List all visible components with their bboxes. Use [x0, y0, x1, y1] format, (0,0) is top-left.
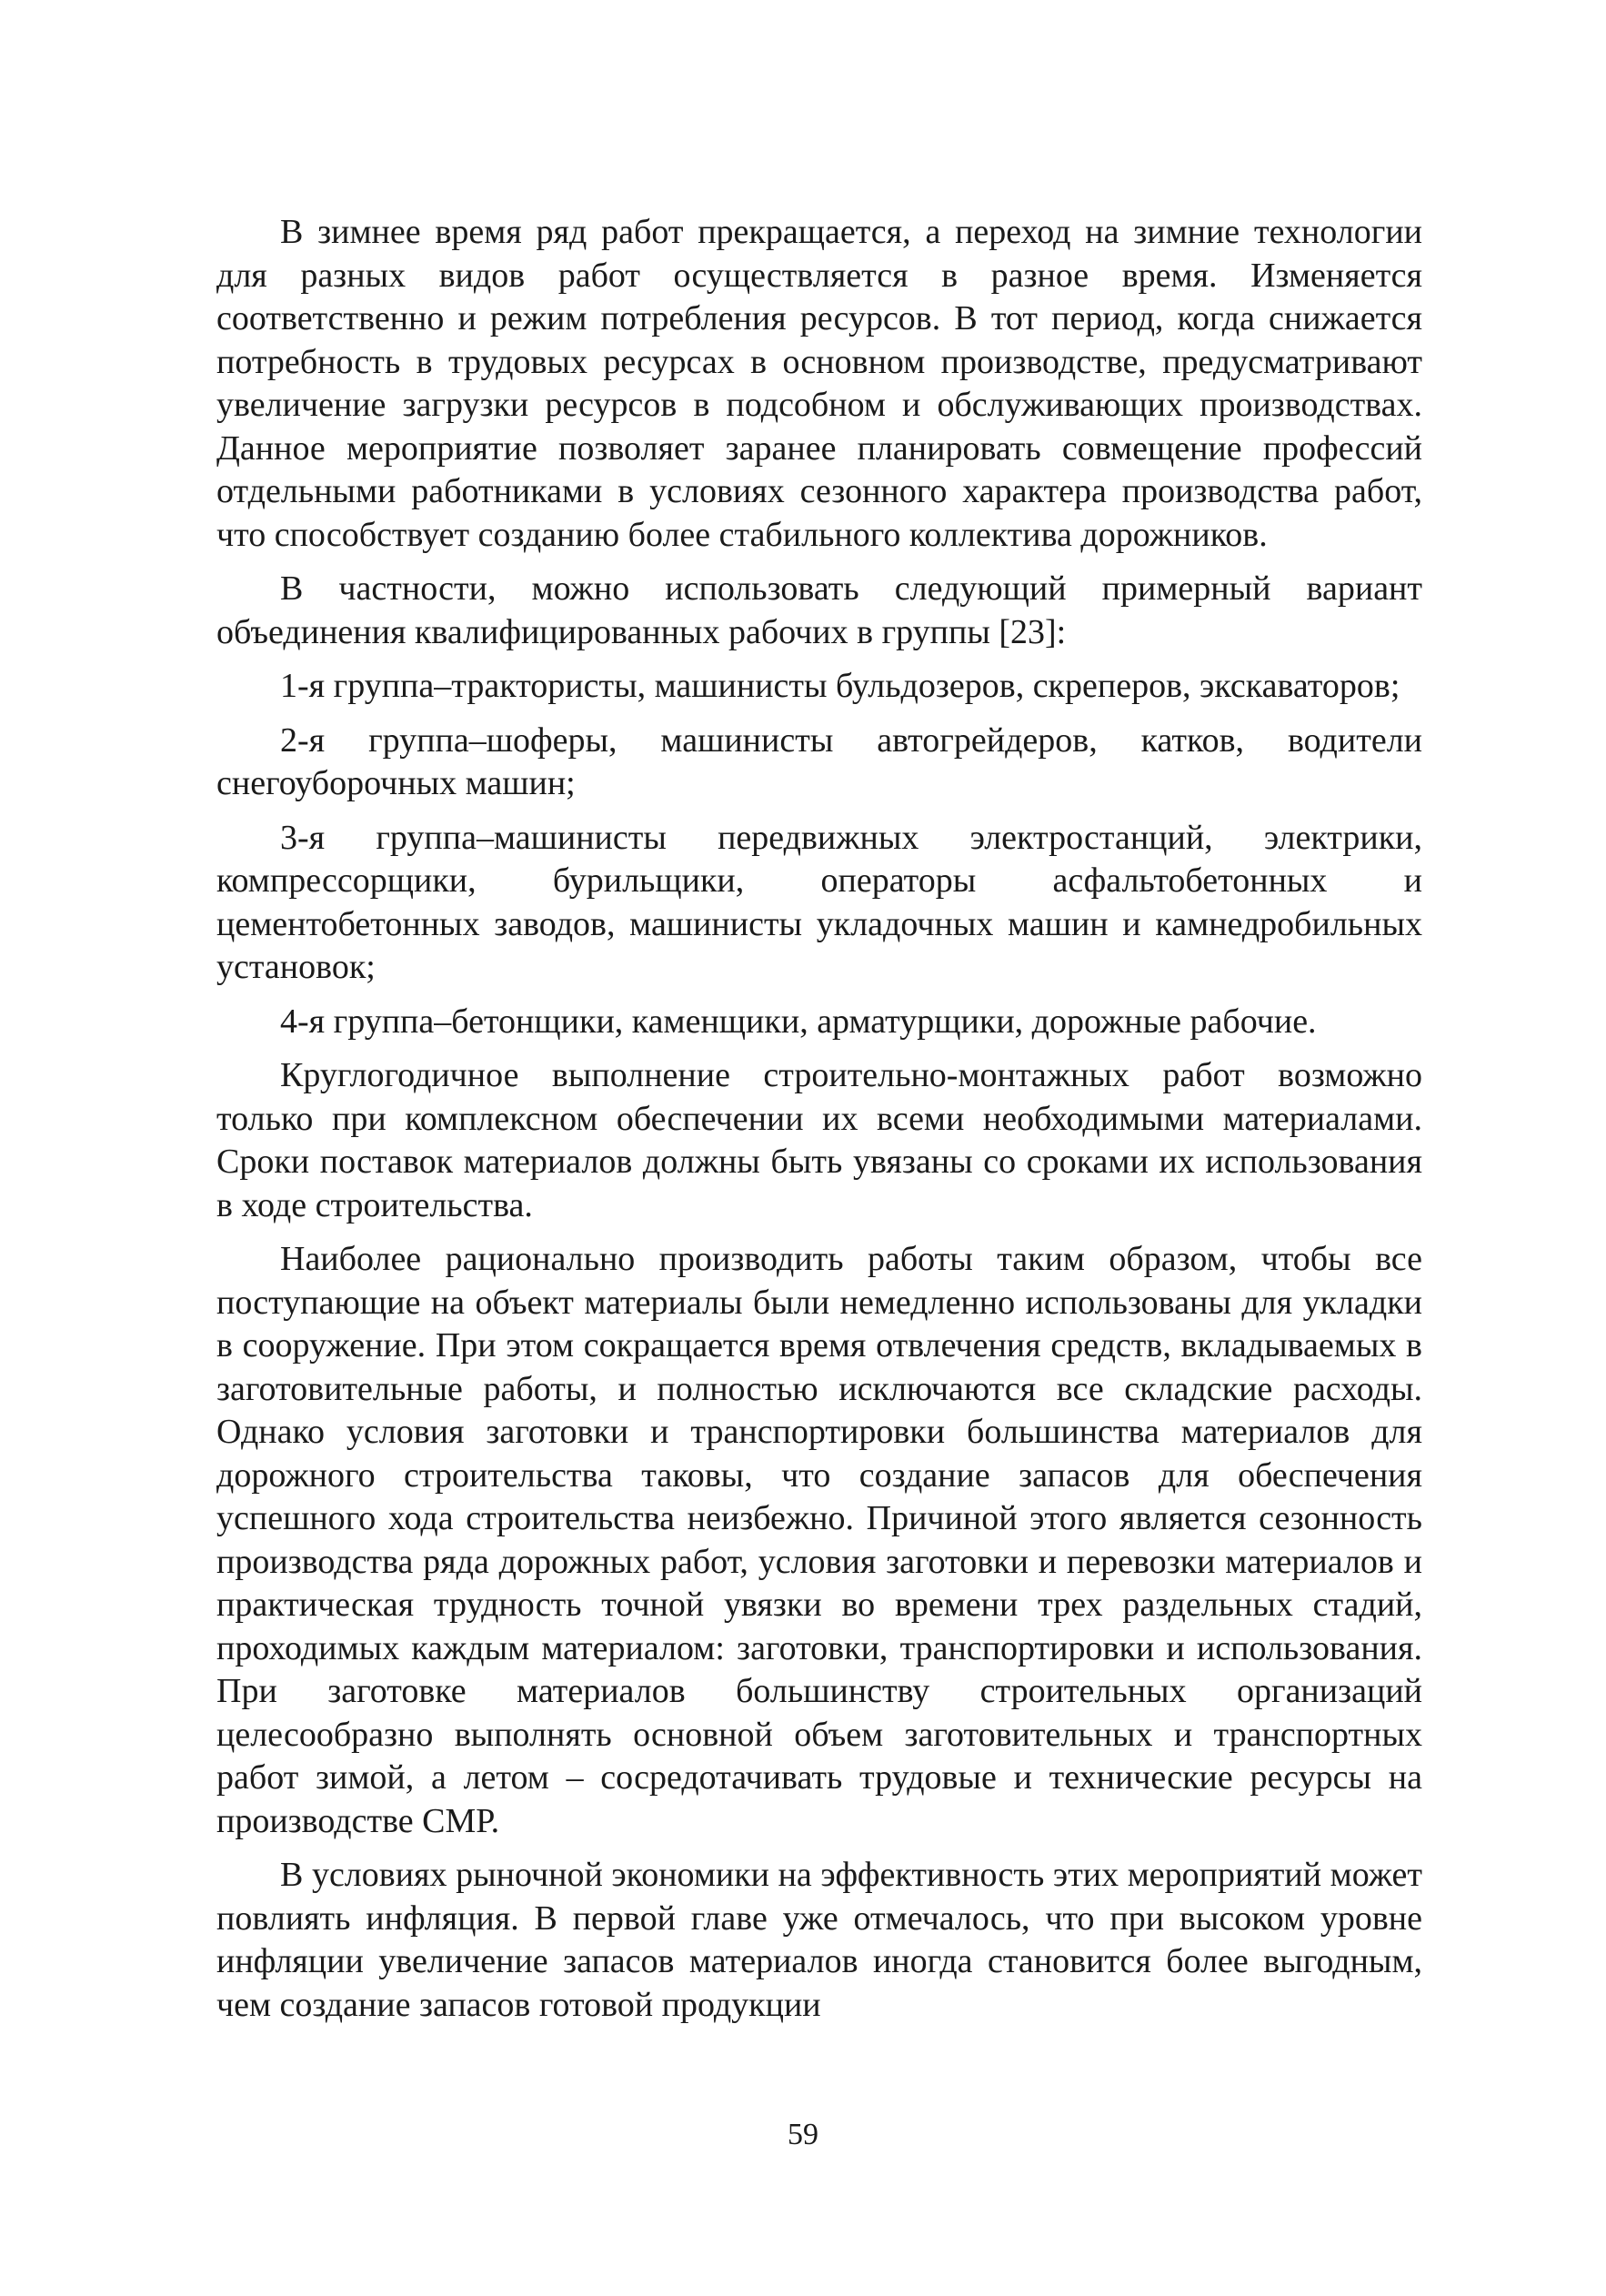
paragraph-group-2: 2-я группа–шоферы, машинисты автогрейдеров, катков, водители снегоуборочных машин;	[216, 720, 1422, 802]
page-number: 59	[788, 2118, 818, 2151]
paragraph-materials-supply: Круглогодичное выполнение строительно-монтажных работ возможно только при комплексном обеспечении их всеми необходимыми материалами. Сроки поставок материалов должны быть увязаны со сроками их использования в ходе строительства.	[216, 1056, 1422, 1224]
paragraph-inflation: В условиях рыночной экономики на эффективность этих мероприятий может повлиять инфляция. В первой главе уже отмечалось, что при высоком уровне инфляции увеличение запасов материалов иногда становится более выгодным, чем создание запасов готовой продукции	[216, 1856, 1422, 2024]
body-text	[216, 211, 1422, 2027]
paragraph-group-4: 4-я группа–бетонщики, каменщики, арматурщики, дорожные рабочие.	[280, 1002, 1317, 1041]
paragraph-group-3: 3-я группа–машинисты передвижных электростанций, электрики, компрессорщики, бурильщики, операторы асфальтобетонных и цементобетонных заводов, машинисты укладочных машин и камнедробильных установок;	[216, 818, 1422, 986]
paragraph-winter-resources: В зимнее время ряд работ прекращается, а переход на зимние технологии для разных видов работ осуществляется в разное время. Изменяется соответственно и режим потребления ресурсов. В тот период, когда снижается потребность в трудовых ресурсах в основном производстве, предусматривают увеличение загрузки ресурсов в подсобном и обслуживающих производствах. Данное мероприятие позволяет заранее планировать совмещение профессий отдельными работниками в условиях сезонного характера производства работ, что способствует созданию более стабильного коллектива дорожников.	[216, 213, 1422, 554]
paragraph-group-1: 1-я группа–трактористы, машинисты бульдозеров, скреперов, экскаваторов;	[280, 667, 1400, 705]
paragraph-grouping-intro: В частности, можно использовать следующий примерный вариант объединения квалифицированных рабочих в группы [23]:	[216, 569, 1422, 651]
paragraph-rational-production: Наиболее рационально производить работы таким образом, чтобы все поступающие на объект материалы были немедленно использованы для укладки в сооружение. При этом сокращается время отвлечения средств, вкладываемых в заготовительные работы, и полностью исключаются все складские расходы. Однако условия заготовки и транспортировки большинства материалов для дорожного строительства таковы, что создание запасов для обеспечения успешного хода строительства неизбежно. Причиной этого является сезонность производства ряда дорожных работ, условия заготовки и перевозки материалов и практическая трудность точной увязки во времени трех раздельных стадий, проходимых каждым материалом: заготовки, транспортировки и использования. При заготовке материалов большинству строительных организаций целесообразно выполнять основной объем заготовительных и транспортных работ зимой, а летом – сосредотачивать трудовые и технические ресурсы на производстве СМР.	[216, 1240, 1422, 1840]
